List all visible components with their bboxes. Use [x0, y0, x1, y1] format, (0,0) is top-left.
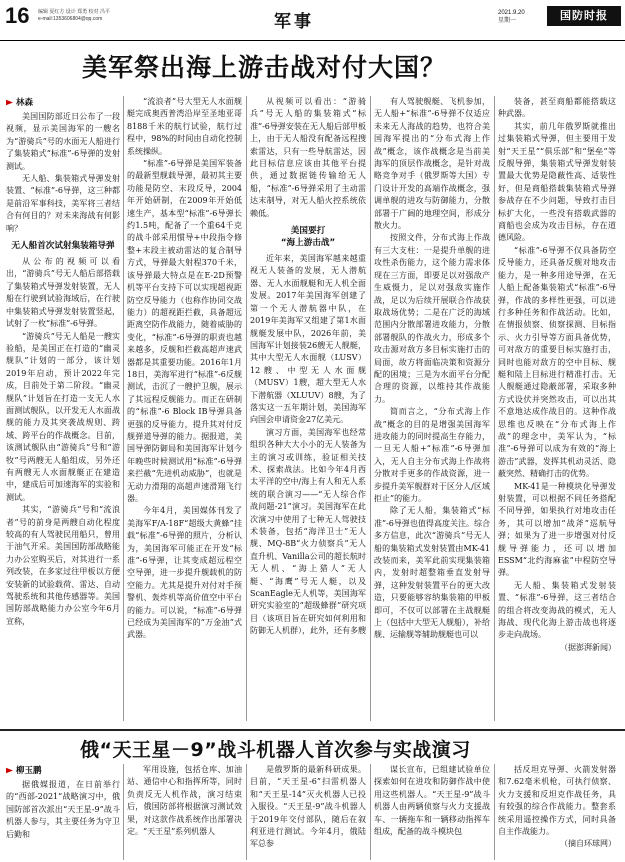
paragraph: 简而言之，“分布式海上作战”概念的目的是增强美国海军进攻能力的同时提高生存能力，一旦无人船+“标准”-6导弹加入，无人自主分布式海上作战将分散对手更多的作战资源，进一步提升美军舰群对于区分人/区域拒止”的能力。 — [374, 407, 490, 503]
editor-credits — [38, 9, 198, 23]
paragraph: 美国国防部近日公布了一段视频，显示美国海军的一艘名为“游骑兵”号的水面无人船进行了集装箱式“标准”-6导弹的发射测试。 — [6, 112, 120, 171]
paragraph: “标准”-6导弹是美国军装备的最新型舰载导弹，最初其主要功能是防空、末段反导，2004年开始研制，在2009年开始低速生产，基本型“标准”-6导弹长约1.5吨，配备了一个重64千克的战斗部采用惯导+中段指令修整+末段主被动雷达的复合制导方式，导弹最大射程370千米，该导弹最大特点是在E-2D预警机等平台支持下可以实现超视距防空反导能力（也称作协同交战能力）的超视距拦截，具备超远距离空防作战能力，随着威胁的变化，“标准”-6导弹的职责也越来越多，反舰和拦截高超声速武器都是其重要功能。2016年1月18日，美海军进行“标准”-6反舰测试，击沉了一艘护卫舰，展示了其远程反舰能力。而正在研制的“标准”-6 Block IB导弹具备更强的反导能力，提升其对付反舰弹道导弹的能力。据报道，美国导弹防御局和美国海军计划今年晚些时候测试用“标准”-6导弹来拦截“先进机动威胁”，也就是无动力滑翔的高超声速滑翔飞行器。 — [127, 159, 242, 503]
paragraph: 装备，甚至商船都能搭载这种武器。 — [498, 97, 616, 119]
article1-column-3 — [250, 96, 366, 721]
paragraph: 近年来，美国海军越来越重视无人装备的发展，无人潜航器、无人水面舰艇和无人机全面发展。2017年美国海军创建了第一个无人潜航器中队，在2019年美海军又组建了第1水面舰艇发展中队，2026年前，美国海军计划接装26艘无人舰艇，其中大型无人水面舰（LUSV）12艘、中型无人水面舰（MUSV）1艘，超大型无人水下潜航器（XLUUV）8艘，为了落实这一五年期计划，美国海军向国会申请资金27亿美元。 — [250, 254, 366, 425]
column-divider — [246, 96, 247, 721]
main-headline: 美军祭出海上游击战对付大国？ — [82, 53, 447, 82]
subheading: 无人船首次试射集装箱导弹 — [11, 241, 115, 252]
paragraph: 按照文件，分布式海上作战有三大支柱：一是提升单舰的进攻性杀伤能力，这个能力需求体现在三方面，即要足以对强敌产生威慑力，足以对强敌实施作战，足以为后续开展联合作战获取战场优势；二是在广泛的海域范围内分散部署进攻能力，分散部署舰队的作战火力，形成多个攻击源对敌方多目标实施打击的局面，故方将面临决策和资源分配的困境；三是为水面平台分配合理的资源，以维持其作战能力。 — [374, 233, 490, 404]
paragraph: “游骑兵”号无人船是一艘实验船，是美国正在打造的“幽灵舰队”计划的一部分，该计划2019年启动，预计2022年完成，目前处于第二阶段。“幽灵舰队”计划旨在打造一支无人水面测试舰队，以开发无人水面战舰的能力及其突袭战规则、跨域、跨平台的作战概念。目前，该测试舰队由“游骑兵”号和“游牧”号两艘无人船组成，另外还有两艘无人水面舰艇正在建造中，建成后可加速海军的实验和测试。 — [6, 331, 120, 502]
paragraph: 无人船、集装箱式发射装置、“标准”-6导弹，这三者结合的组合将改变海战的模式，无人海战、现代化海上游击战也将逐步走向战场。 — [498, 580, 616, 640]
article1-column-4 — [374, 96, 490, 721]
second-headline: 俄“天王星－9”战斗机器人首次参与实战演习 — [80, 739, 471, 761]
paragraph: 据俄媒报道，在日前举行的“西部-2021”战略演习中，俄国防部首次派出“天王星-9”战斗机器人参与，其主要任务为守卫后勤和 — [6, 780, 120, 839]
credits-names: 编辑 夏红方 设计 郑勇 校对 冯平 — [38, 9, 110, 15]
article2-column-2 — [127, 764, 242, 860]
article2-column-1 — [6, 764, 120, 860]
article2-byline — [6, 764, 120, 776]
subheading-line-1: 美国要打 — [290, 226, 326, 237]
paragraph: 谋长宣布，已组建试验单位探索如何在进攻和防御作战中使用这些机器人。“天王星-9”战斗机器人由两辆侦察与火力支援战车、一辆拖车和一辆移动指挥车组成，配备的战斗模块包 — [374, 765, 490, 837]
subheading-line-2: “海上游击战” — [280, 238, 336, 249]
paragraph: 括反坦克导弹、火箭发射器和7.62毫米机枪，可执行侦察、火力支援和反坦克作战任务，具有较强的综合作战能力。整套系统采用遥控操作方式，同时具备自主作战能力。 — [498, 765, 616, 837]
column-divider — [246, 764, 247, 860]
column-divider — [370, 96, 371, 721]
issue-date-value: 2021.9.20 — [498, 10, 525, 16]
article2-column-3 — [250, 764, 366, 860]
paragraph: 无人船、集装箱式导弹发射装置、“标准”-6导弹，这三种都是前沿军事科技，美军将三者结合有何目的？对未来海战有何影响？ — [6, 174, 120, 233]
paragraph: 从公布的视频可以看出，“游骑兵”号无人船后部搭载了集装箱式导弹发射装置，无人船在行驶到试验海域后，在行驶中集装箱式导弹发射装置竖起，试射了一枚“标准”-6导弹。 — [6, 257, 120, 329]
column-divider — [370, 764, 371, 860]
article1-column-5 — [498, 96, 616, 721]
paragraph: 其实，“游骑兵”号和“流浪者”号的前身是两艘自动化程度较高的有人驾驶民用船只，曾用于油气开采。美国国防部战略能力办公室购买后，对其进行一系列改装，在多家过往甲板以方便安装新的试验载荷、雷达、自动驾驶系统和其他传感器等。美国国防部战略能力办公室今年6月宣称， — [6, 505, 120, 626]
paragraph: 除了无人船，集装箱式“标准”-6导弹也值得高度关注。综合多方信息，此次“游骑兵”号无人船的集装箱式发射装置由MK-41改装而来，美军此前实现集装箱内，发射时超整箱垂直发射导弹，这种发射装置平台的更大改造，只要能够容纳集装箱的甲板即可，不仅可以部署在主战舰艇上（包括中大型无人舰船），补给舰、运输舰等辅助舰艇也可以 — [374, 506, 490, 640]
article1-author: 林森 — [16, 98, 34, 108]
byline-marker-icon — [6, 99, 13, 106]
column-divider — [494, 96, 495, 721]
page-number: 16 — [5, 3, 30, 28]
article2-source-credit: （摘自环球网） — [560, 839, 616, 849]
masthead-logo: 国防时报 — [547, 6, 621, 26]
issue-weekday: 星期一 — [498, 18, 517, 24]
article1-column-1 — [6, 96, 120, 721]
article2-author: 柳玉鹏 — [16, 766, 42, 776]
article1-column-2 — [127, 96, 242, 721]
page-header — [0, 0, 625, 41]
article2-column-5 — [498, 764, 616, 860]
paragraph: 今年4月，美国媒体刊发了美海军F/A-18F“超级大黄蜂”挂载“标准”-6导弹的照片，分析认为，美国海军可能正在开发“标准”-6导弹，让其变成超远程空空导弹，进一步提升舰载机的防空能力。尤其是提升对付对手预警机、轰炸机等高价值空中平台的能力。可以说，“标准”-6导弹已经成为美国海军的“万金油”式武器。 — [127, 506, 242, 640]
paragraph: 有人驾驶舰艇、飞机参加，无人船+“标准”-6导弹不仅适应未来无人海战的趋势，也符合美国海军提出的“分布式海上作战”概念，该作战概念是当前美海军的顶层作战概念，是针对战略竞争对手（俄罗斯等大国）专门设计开发的高端作战概念，强调单舰的进攻与防御能力，分散部署于广阔的地理空间，形成分散火力。 — [374, 97, 490, 231]
paragraph: “流浪者”号大型无人水面舰艇完成奥西普湾沿岸至圣地亚哥8188千米的航行试验，航行过程中，98%的时间由自动化控制系统操纵。 — [127, 97, 242, 156]
paragraph: 从视频可以看出：“游骑兵”号无人船的集装箱式“标准”-6导弹安装在无人船后部甲板上，由于无人船没有配备远程搜索雷达，只有一些导航雷达，因此目标信息应该由其他平台提供，通过数据链传输给无人船，“标准”-6导弹采用了主动雷达末制导，对无人船火控系统依赖低。 — [250, 97, 366, 218]
column-divider — [123, 96, 124, 721]
paragraph: 演习方面，美国海军也经常组织各种大大小小的无人装备为主的演习或训练，验证相关技术、探索战法。比如今年4月西太平洋的空中/海上有人和无人系统的联合演习——“无人综合作战问题-21”演习。美国海军在此次演习中使用了七种无人驾驶技术装备，包括“海洋卫士”无人舰、MQ-8B“火力侦察兵”无人直升机、Vanilla公司的超长航时无人机、“海上猎人”无人艇、“海鹰”号无人艇，以及ScanEagle无人机等，美国海军研究实验室的“超级蜂群”研究项目（该项目旨在研究如何利用和防御无人机群），此外，还有多艘 — [250, 427, 366, 636]
column-divider — [494, 764, 495, 860]
paragraph: MK-41是一种模块化导弹发射装置，可以根据不同任务搭配不同导弹，如果执行对地攻击任务，其可以增加“战斧”巡航导弹；如果为了进一步增强对付反舰导弹能力，还可以增加ESSM“北约海麻雀”中程防空导弹。 — [498, 481, 616, 578]
paragraph: 其实，前几年俄罗斯就推出过集装箱式导弹，但主要用于发射“天王星”“俱乐部”和“堡垒”等反舰导弹，集装箱式导弹发射装置最大优势是隐蔽性高、适装性好，但是商船搭载集装箱式导弹参战存在不少问题，导致打击目标扩大化，一些没有搭载武器的商船也会成为攻击目标，存在道德风险。 — [498, 121, 616, 243]
paragraph: 是俄罗斯的最新科研成果。目前，“天王星-6”扫雷机器人和“天王星-14”灭火机器人已投入服役。“天王星-9”战斗机器人于2019年交付部队，随后在叙利亚进行测试。今年4月，俄陆军总参 — [250, 765, 366, 849]
subheading — [250, 225, 366, 249]
article-divider — [0, 729, 625, 731]
column-divider — [123, 764, 124, 860]
article1-source-credit: （据澎湃新闻） — [560, 642, 616, 652]
paragraph: “标准”-6导弹不仅具备防空反导能力，还具备反舰对地攻击能力，是一种多用途导弹，在无人船上配备集装箱式“标准”-6导弹，作战的多样性更强，可以进行多种任务和作战活动。比如，在情报侦察、侦察探测、目标指示、火力引导等方面具备优势，可对敌方的重要目标实施打击，同时也能对敌方的空中目标、舰艇和陆上目标进行精准打击。无人舰艇通过隐蔽部署，采取多种方式设伏并突然攻击，可以出其不意地达成作战目的。这种作战思维也反映在“分布式海上作战”的理念中，美军认为，“标准”-6导弹可以成为有效的“海上游击”武器，发挥其机动灵活、隐蔽突然、精确打击的优势。 — [498, 245, 616, 479]
byline-marker-icon — [6, 767, 13, 774]
article2-column-4 — [374, 764, 490, 860]
paragraph: 军用设施，包括仓库、加油站、通信中心和指挥所等，同时负责反无人机作战，演习结束后，俄国防部将根据演习测试效果，对这款作战系统作出部署决定。“天王星”系列机器人 — [127, 765, 242, 837]
credits-email: e-mail:1353606804@qq.com — [38, 16, 103, 22]
article1-byline — [6, 96, 120, 108]
section-title: 军事 — [274, 12, 314, 32]
issue-date — [498, 9, 525, 25]
